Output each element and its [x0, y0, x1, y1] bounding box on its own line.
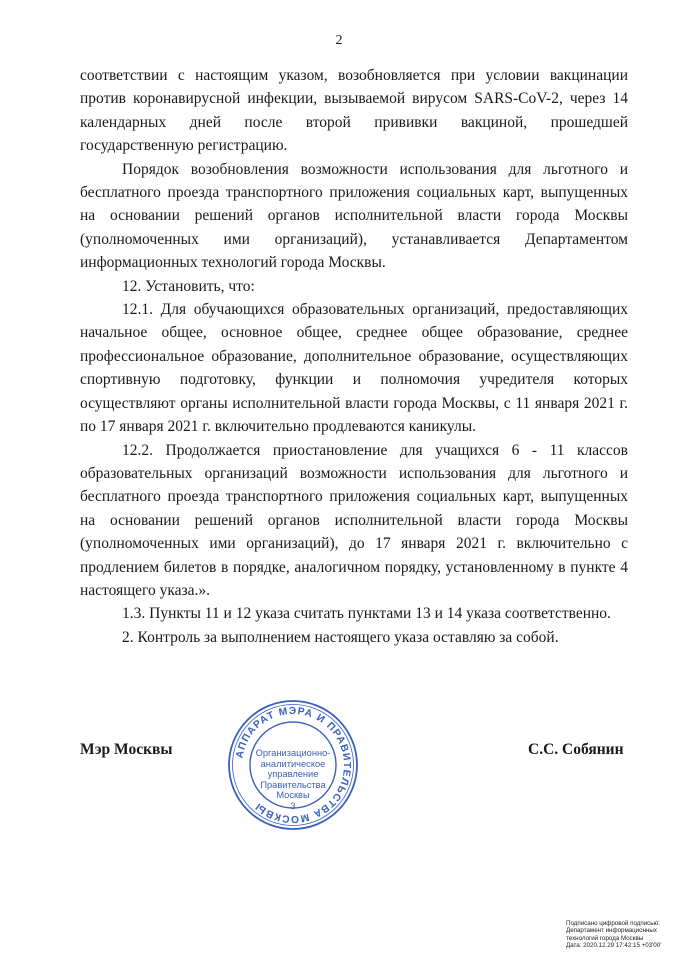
stamp-line: аналитическое: [260, 758, 326, 769]
paragraph-12-1: 12.1. Для обучающихся образовательных организаций, предоставляющих начальное общее, основное общее, среднее общее образование, среднее профессиональное образование, дополнительное образование, осуществляющих спортивную подготовку, функции и полномочия учредителя которых осуществляют органы исполнительной власти города Москвы, с 11 января 2021 г. по 17 января 2021 г. включительно продлеваются каникулы.: [80, 301, 628, 436]
digital-signature-line: Подписано цифровой подписью:: [566, 920, 660, 927]
digital-signature-line: Департамент информационных: [566, 927, 657, 935]
digital-signature-line: Дата: 2020.12.29 17:42:15 +03'00': [566, 942, 662, 950]
paragraph-continuation: соответствии с настоящим указом, возобновляется при условии вакцинации против коронавирусной инфекции, вызываемой вирусом SARS-CoV-2, через 14 календарных дней после второй прививки вакциной, прошедшей государственную регистрацию.: [80, 67, 628, 155]
paragraph-1-3: 1.3. Пункты 11 и 12 указа считать пунктами 13 и 14 указа соответственно.: [122, 605, 611, 623]
paragraph-12-heading: 12. Установить, что:: [122, 277, 255, 295]
signature-name: С.С. Собянин: [528, 741, 624, 758]
paragraph-transport-order: Порядок возобновления возможности использования для льготного и бесплатного проезда транспортного приложения социальных карт, выпущенных на основании решений органов исполнительной власти города Москвы (уполномоченных ими организаций), устанавливается Департаментом информационных технологий города Москвы.: [80, 160, 628, 272]
page-number: 2: [335, 33, 343, 48]
stamp-ring-text: АППАРАТ МЭРА И ПРАВИТЕЛЬСТВА МОСКВЫ: [234, 705, 353, 825]
stamp-line: Москвы: [276, 790, 310, 801]
signature-position: Мэр Москвы: [80, 741, 173, 758]
stamp-inner-text: [252, 748, 334, 812]
stamp-line: управление: [267, 769, 319, 780]
paragraph-2-control: 2. Контроль за выполнением настоящего указа оставляю за собой.: [122, 628, 559, 646]
stamp-line: Правительства: [260, 779, 326, 790]
paragraph-12-2: 12.2. Продолжается приостановление для учащихся 6 - 11 классов образовательных организаций возможности использования для льготного и бесплатного проезда транспортного приложения социальных карт, выпущенных на основании решений органов исполнительной власти города Москвы (уполномоченных ими организаций), до 17 января 2021 г. включительно с продлением билетов в порядке, аналогичном порядку, установленному в пункте 4 настоящего указа.».: [80, 441, 628, 599]
digital-signature-note: [566, 920, 678, 950]
document-body: [80, 64, 628, 649]
digital-signature-line: технологий города Москвы: [566, 934, 644, 942]
stamp-number: 3: [290, 800, 296, 811]
stamp-line: Организационно-: [255, 748, 331, 758]
